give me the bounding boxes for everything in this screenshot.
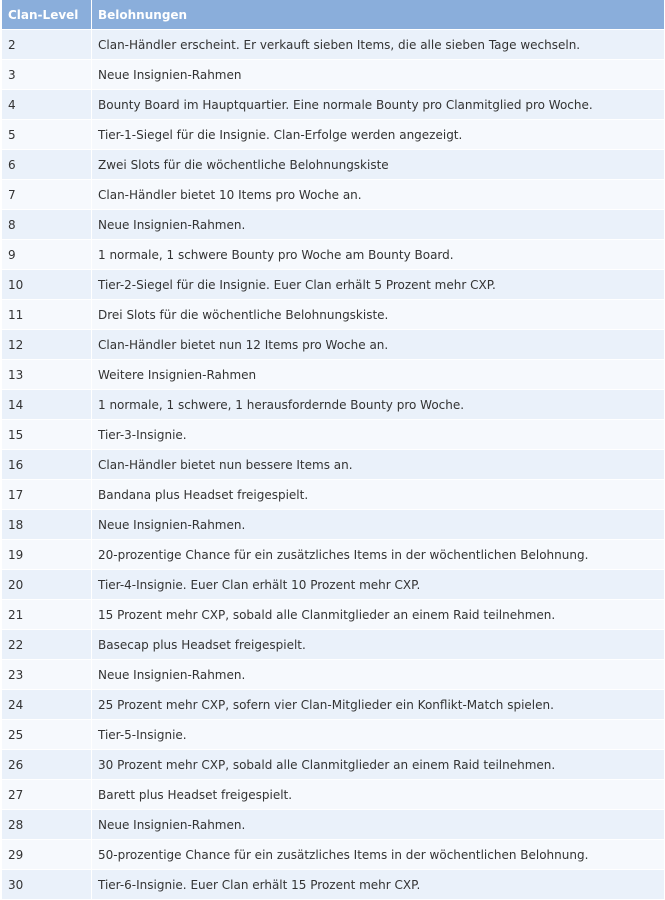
cell-reward: 15 Prozent mehr CXP, sobald alle Clanmitglieder an einem Raid teilnehmen. [92, 600, 665, 630]
table-row [2, 390, 665, 420]
table-row [2, 150, 665, 180]
cell-clan-level: 14 [2, 390, 92, 420]
cell-reward: 1 normale, 1 schwere, 1 herausfordernde Bounty pro Woche. [92, 390, 665, 420]
header-row [2, 0, 665, 30]
cell-reward: Neue Insignien-Rahmen [92, 60, 665, 90]
cell-reward: Clan-Händler erscheint. Er verkauft sieben Items, die alle sieben Tage wechseln. [92, 30, 665, 60]
cell-clan-level: 9 [2, 240, 92, 270]
cell-clan-level: 20 [2, 570, 92, 600]
cell-clan-level: 7 [2, 180, 92, 210]
cell-clan-level: 19 [2, 540, 92, 570]
table-row [2, 750, 665, 780]
cell-reward: Tier-1-Siegel für die Insignie. Clan-Erfolge werden angezeigt. [92, 120, 665, 150]
cell-reward: Drei Slots für die wöchentliche Belohnungskiste. [92, 300, 665, 330]
cell-clan-level: 22 [2, 630, 92, 660]
cell-clan-level: 3 [2, 60, 92, 90]
table-row [2, 810, 665, 840]
cell-clan-level: 27 [2, 780, 92, 810]
cell-clan-level: 8 [2, 210, 92, 240]
cell-reward: Clan-Händler bietet nun 12 Items pro Woche an. [92, 330, 665, 360]
cell-clan-level: 30 [2, 870, 92, 900]
cell-reward: Tier-2-Siegel für die Insignie. Euer Clan erhält 5 Prozent mehr CXP. [92, 270, 665, 300]
cell-reward: Tier-5-Insignie. [92, 720, 665, 750]
cell-clan-level: 4 [2, 90, 92, 120]
header-rewards: Belohnungen [92, 0, 665, 30]
table-body [2, 30, 665, 900]
table-row [2, 540, 665, 570]
table-row [2, 870, 665, 900]
cell-clan-level: 18 [2, 510, 92, 540]
cell-clan-level: 12 [2, 330, 92, 360]
table-row [2, 240, 665, 270]
cell-reward: Neue Insignien-Rahmen. [92, 510, 665, 540]
cell-clan-level: 23 [2, 660, 92, 690]
cell-reward: Bounty Board im Hauptquartier. Eine normale Bounty pro Clanmitglied pro Woche. [92, 90, 665, 120]
table-row [2, 780, 665, 810]
table-row [2, 450, 665, 480]
table-row [2, 270, 665, 300]
table-row [2, 60, 665, 90]
table-row [2, 360, 665, 390]
cell-clan-level: 2 [2, 30, 92, 60]
table-row [2, 480, 665, 510]
cell-reward: Clan-Händler bietet 10 Items pro Woche an. [92, 180, 665, 210]
cell-reward: Basecap plus Headset freigespielt. [92, 630, 665, 660]
cell-reward: Barett plus Headset freigespielt. [92, 780, 665, 810]
cell-clan-level: 29 [2, 840, 92, 870]
cell-reward: Neue Insignien-Rahmen. [92, 660, 665, 690]
table-row [2, 120, 665, 150]
cell-clan-level: 10 [2, 270, 92, 300]
table-row [2, 330, 665, 360]
cell-reward: 30 Prozent mehr CXP, sobald alle Clanmitglieder an einem Raid teilnehmen. [92, 750, 665, 780]
cell-clan-level: 25 [2, 720, 92, 750]
table-row [2, 510, 665, 540]
cell-clan-level: 5 [2, 120, 92, 150]
cell-reward: 50-prozentige Chance für ein zusätzliches Items in der wöchentlichen Belohnung. [92, 840, 665, 870]
cell-reward: Neue Insignien-Rahmen. [92, 210, 665, 240]
table-row [2, 420, 665, 450]
cell-reward: Clan-Händler bietet nun bessere Items an. [92, 450, 665, 480]
cell-clan-level: 6 [2, 150, 92, 180]
cell-reward: Bandana plus Headset freigespielt. [92, 480, 665, 510]
table-header [2, 0, 665, 30]
table-row [2, 720, 665, 750]
table-row [2, 90, 665, 120]
header-clan-level: Clan-Level [2, 0, 92, 30]
table-row [2, 690, 665, 720]
cell-clan-level: 13 [2, 360, 92, 390]
cell-reward: Neue Insignien-Rahmen. [92, 810, 665, 840]
cell-reward: Zwei Slots für die wöchentliche Belohnungskiste [92, 150, 665, 180]
table-row [2, 210, 665, 240]
cell-clan-level: 28 [2, 810, 92, 840]
cell-reward: Tier-6-Insignie. Euer Clan erhält 15 Prozent mehr CXP. [92, 870, 665, 900]
cell-reward: Tier-4-Insignie. Euer Clan erhält 10 Prozent mehr CXP. [92, 570, 665, 600]
cell-clan-level: 11 [2, 300, 92, 330]
table-row [2, 660, 665, 690]
table-row [2, 300, 665, 330]
cell-reward: Weitere Insignien-Rahmen [92, 360, 665, 390]
cell-reward: 25 Prozent mehr CXP, sofern vier Clan-Mitglieder ein Konflikt-Match spielen. [92, 690, 665, 720]
cell-reward: Tier-3-Insignie. [92, 420, 665, 450]
cell-reward: 20-prozentige Chance für ein zusätzliches Items in der wöchentlichen Belohnung. [92, 540, 665, 570]
table-row [2, 570, 665, 600]
cell-clan-level: 21 [2, 600, 92, 630]
table-row [2, 600, 665, 630]
cell-clan-level: 17 [2, 480, 92, 510]
table-row [2, 630, 665, 660]
clan-rewards-table [1, 0, 665, 900]
table-row [2, 30, 665, 60]
table-row [2, 840, 665, 870]
cell-clan-level: 26 [2, 750, 92, 780]
cell-clan-level: 16 [2, 450, 92, 480]
cell-reward: 1 normale, 1 schwere Bounty pro Woche am Bounty Board. [92, 240, 665, 270]
cell-clan-level: 15 [2, 420, 92, 450]
cell-clan-level: 24 [2, 690, 92, 720]
table-row [2, 180, 665, 210]
